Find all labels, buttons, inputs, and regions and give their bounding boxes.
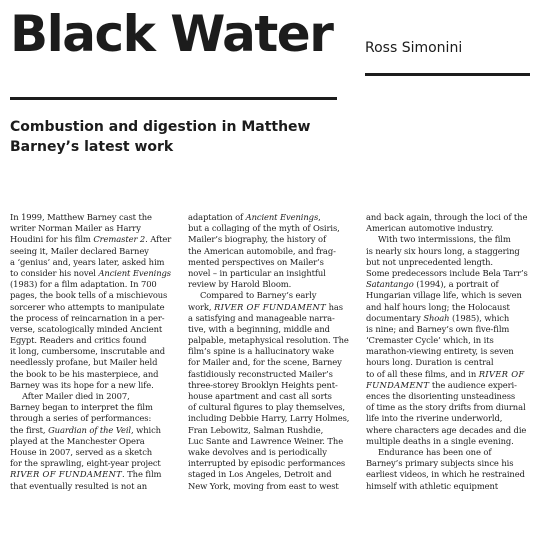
body-text: of cultural figures to play themselves, bbox=[188, 402, 345, 413]
emphasis-text: Shoah bbox=[423, 312, 450, 323]
body-line bbox=[366, 413, 532, 424]
body-line bbox=[10, 234, 180, 245]
body-line bbox=[366, 257, 532, 268]
body-line bbox=[188, 279, 358, 290]
body-text: American automotive industry. bbox=[366, 223, 494, 234]
body-text: review by Harold Bloom. bbox=[188, 279, 292, 290]
article-author: Ross Simonini bbox=[365, 40, 463, 56]
body-line bbox=[10, 458, 180, 469]
body-line bbox=[366, 212, 532, 223]
body-text: pages, the book tells of a mischievous bbox=[10, 290, 168, 301]
body-line bbox=[366, 481, 532, 492]
body-text: but not unprecedented length. bbox=[366, 256, 493, 267]
body-text: (1994), a portrait of bbox=[413, 279, 499, 290]
article-subtitle: Combustion and digestion in Matthew Barney’s latest work bbox=[10, 119, 311, 155]
body-text: multiple deaths in a single evening. bbox=[366, 435, 514, 446]
body-line bbox=[188, 369, 358, 380]
body-line bbox=[366, 302, 532, 313]
body-text: adaptation of bbox=[188, 212, 246, 222]
body-text: In 1999, Matthew Barney cast the bbox=[10, 212, 152, 222]
body-text: for the sprawling, eight-year project bbox=[10, 458, 161, 469]
body-text: ences the disorienting unsteadiness bbox=[366, 391, 516, 401]
body-line bbox=[188, 402, 358, 413]
body-line bbox=[188, 324, 358, 335]
body-text: a ‘genius’ and, years later, asked him bbox=[10, 256, 165, 267]
body-line bbox=[188, 346, 358, 357]
body-line bbox=[10, 246, 180, 257]
body-line bbox=[188, 425, 358, 436]
body-text: needlessly profane, but Mailer held bbox=[10, 357, 158, 368]
body-line bbox=[366, 223, 532, 234]
body-text: of time as the story drifts from diurnal bbox=[366, 402, 526, 413]
body-text: it long, cumbersome, inscrutable and bbox=[10, 346, 166, 357]
body-text: earliest videos, in which he restrained bbox=[366, 469, 525, 480]
body-line bbox=[188, 447, 358, 458]
body-line bbox=[10, 357, 180, 368]
body-text: is nine; and Barney’s own five-film bbox=[366, 323, 510, 334]
body-text: a satisfying and manageable narra- bbox=[188, 312, 335, 323]
body-line bbox=[366, 458, 532, 469]
body-text: After Mailer died in 2007, bbox=[22, 391, 130, 401]
body-line bbox=[10, 402, 180, 413]
body-line bbox=[10, 369, 180, 380]
body-text: Barney’s primary subjects since his bbox=[366, 458, 514, 469]
body-line bbox=[10, 425, 180, 436]
body-line bbox=[10, 212, 180, 223]
body-text: Compared to Barney’s early bbox=[200, 290, 317, 301]
body-line bbox=[188, 268, 358, 279]
body-line bbox=[366, 335, 532, 346]
body-text: marathon-viewing entirety, is seven bbox=[366, 346, 514, 357]
body-line bbox=[10, 279, 180, 290]
body-text: the process of reincarnation in a per- bbox=[10, 312, 165, 323]
emphasis-text: Guardian of the Veil bbox=[48, 424, 132, 435]
body-line bbox=[188, 436, 358, 447]
emphasis-text: Ancient Evenings bbox=[98, 267, 171, 278]
body-text: has bbox=[326, 301, 344, 312]
body-line bbox=[366, 469, 532, 480]
body-line bbox=[366, 346, 532, 357]
body-text: Houdini for his film bbox=[10, 234, 94, 245]
body-text: three-storey Brooklyn Heights pent- bbox=[188, 379, 338, 390]
body-line bbox=[188, 257, 358, 268]
body-text: (1985), which bbox=[449, 312, 510, 323]
body-line bbox=[188, 223, 358, 234]
body-line bbox=[188, 413, 358, 424]
body-text: , which bbox=[131, 424, 161, 435]
emphasis-text: Satantango bbox=[366, 279, 414, 290]
emphasis-text: Cremaster 2 bbox=[93, 234, 146, 245]
body-line bbox=[188, 234, 358, 245]
body-line bbox=[188, 290, 358, 301]
body-text: the American automobile, and frag- bbox=[188, 245, 336, 256]
body-line bbox=[366, 425, 532, 436]
body-text: With two intermissions, the film bbox=[378, 234, 511, 245]
body-text: Barney was its hope for a new life. bbox=[10, 379, 154, 390]
body-line bbox=[10, 313, 180, 324]
text-column-1 bbox=[10, 212, 180, 492]
emphasis-text: FUNDAMENT bbox=[366, 379, 430, 390]
body-line bbox=[10, 257, 180, 268]
body-text: is nearly six hours long, a staggering bbox=[366, 245, 520, 256]
emphasis-text: RIVER OF bbox=[478, 368, 525, 379]
body-text: Some predecessors include Bela Tarr’s bbox=[366, 267, 528, 278]
body-line bbox=[366, 234, 532, 245]
body-line bbox=[366, 369, 532, 380]
body-line bbox=[188, 212, 358, 223]
body-text: Luc Sante and Lawrence Weiner. The bbox=[188, 435, 344, 446]
body-text: where characters age decades and die bbox=[366, 424, 527, 435]
body-text: to consider his novel bbox=[10, 267, 99, 278]
body-line bbox=[366, 279, 532, 290]
body-text: tive, with a beginning, middle and bbox=[188, 323, 330, 334]
body-text: the book to be his masterpiece, and bbox=[10, 368, 159, 379]
body-text: staged in Los Angeles, Detroit and bbox=[188, 469, 332, 480]
body-line bbox=[366, 391, 532, 402]
body-line bbox=[188, 246, 358, 257]
body-text: that eventually resulted is not an bbox=[10, 480, 148, 491]
body-text: and back again, through the loci of the bbox=[366, 212, 528, 222]
body-text: including Debbie Harry, Larry Holmes, bbox=[188, 413, 350, 424]
body-text: interrupted by episodic performances bbox=[188, 458, 346, 469]
body-text: to of all these films, and in bbox=[366, 368, 479, 379]
body-line bbox=[10, 391, 180, 402]
body-text: film’s spine is a hallucinatory wake bbox=[188, 346, 334, 357]
body-text: fastidiously reconstructed Mailer’s bbox=[188, 368, 333, 379]
body-text: wake devolves and is periodically bbox=[188, 446, 327, 457]
body-text: and half hours long; the Holocaust bbox=[366, 301, 510, 312]
body-line bbox=[10, 268, 180, 279]
body-text: Egypt. Readers and critics found bbox=[10, 335, 147, 346]
emphasis-text: Ancient Evenings bbox=[245, 212, 319, 222]
body-text: . The film bbox=[122, 469, 162, 480]
body-line bbox=[366, 447, 532, 458]
body-line bbox=[366, 380, 532, 391]
body-text: seeing it, Mailer declared Barney bbox=[10, 245, 149, 256]
body-line bbox=[188, 380, 358, 391]
emphasis-text: RIVER OF FUNDAMENT bbox=[214, 301, 327, 312]
body-line bbox=[10, 481, 180, 492]
body-line bbox=[366, 357, 532, 368]
body-text: played at the Manchester Opera bbox=[10, 435, 145, 446]
author-rule bbox=[365, 73, 530, 76]
body-line bbox=[366, 268, 532, 279]
body-line bbox=[366, 290, 532, 301]
body-text: novel – in particular an insightful bbox=[188, 267, 326, 278]
body-text: (1983) for a film adaptation. In 700 bbox=[10, 279, 157, 290]
body-text: sorcerer who attempts to manipulate bbox=[10, 301, 165, 312]
body-text: Barney began to interpret the film bbox=[10, 402, 153, 413]
title-rule bbox=[10, 97, 337, 100]
body-text: Fran Lebowitz, Salman Rushdie, bbox=[188, 424, 324, 435]
body-line bbox=[188, 391, 358, 402]
body-text: House in 2007, served as a sketch bbox=[10, 446, 153, 457]
text-column-3 bbox=[366, 212, 532, 492]
body-line bbox=[10, 223, 180, 234]
body-text: the first, bbox=[10, 424, 49, 435]
body-line bbox=[366, 402, 532, 413]
body-line bbox=[366, 246, 532, 257]
body-text: palpable, metaphysical resolution. The bbox=[188, 335, 349, 346]
body-text: work, bbox=[188, 301, 215, 312]
body-line bbox=[366, 324, 532, 335]
body-line bbox=[10, 346, 180, 357]
body-line bbox=[10, 290, 180, 301]
body-text: documentary bbox=[366, 312, 424, 323]
body-line bbox=[188, 469, 358, 480]
body-text: himself with athletic equipment bbox=[366, 480, 499, 491]
body-text: life into the riverine underworld, bbox=[366, 413, 503, 424]
body-text: for Mailer and, for the scene, Barney bbox=[188, 357, 342, 368]
body-line bbox=[188, 335, 358, 346]
body-text: but a collaging of the myth of Osiris, bbox=[188, 223, 340, 234]
body-line bbox=[188, 458, 358, 469]
body-line bbox=[366, 436, 532, 447]
body-text: the audience experi- bbox=[429, 379, 517, 390]
body-text: mented perspectives on Mailer’s bbox=[188, 256, 324, 267]
body-text: Mailer’s biography, the history of bbox=[188, 234, 326, 245]
body-line bbox=[10, 436, 180, 447]
body-line bbox=[10, 380, 180, 391]
article-body bbox=[10, 212, 532, 540]
body-text: Endurance has been one of bbox=[378, 446, 492, 457]
body-line bbox=[10, 302, 180, 313]
body-text: verse, scatologically minded Ancient bbox=[10, 323, 163, 334]
body-line bbox=[10, 447, 180, 458]
body-line bbox=[188, 481, 358, 492]
article-title: Black Water bbox=[10, 5, 333, 63]
body-text: through a series of performances: bbox=[10, 413, 152, 424]
body-text: writer Norman Mailer as Harry bbox=[10, 223, 141, 234]
body-line bbox=[10, 413, 180, 424]
body-text: . After bbox=[145, 234, 172, 245]
body-line bbox=[188, 313, 358, 324]
body-text: Hungarian village life, which is seven bbox=[366, 290, 522, 301]
body-line bbox=[10, 469, 180, 480]
body-line bbox=[188, 357, 358, 368]
body-line bbox=[10, 335, 180, 346]
body-line bbox=[10, 324, 180, 335]
body-line bbox=[188, 302, 358, 313]
body-text: hours long. Duration is central bbox=[366, 357, 494, 368]
body-line bbox=[366, 313, 532, 324]
text-column-2 bbox=[188, 212, 358, 492]
body-text: , bbox=[318, 212, 321, 222]
body-text: house apartment and cast all sorts bbox=[188, 391, 332, 401]
body-text: ‘Cremaster Cycle’ which, in its bbox=[366, 335, 494, 346]
body-text: New York, moving from east to west bbox=[188, 480, 339, 491]
emphasis-text: RIVER OF FUNDAMENT bbox=[10, 469, 123, 480]
